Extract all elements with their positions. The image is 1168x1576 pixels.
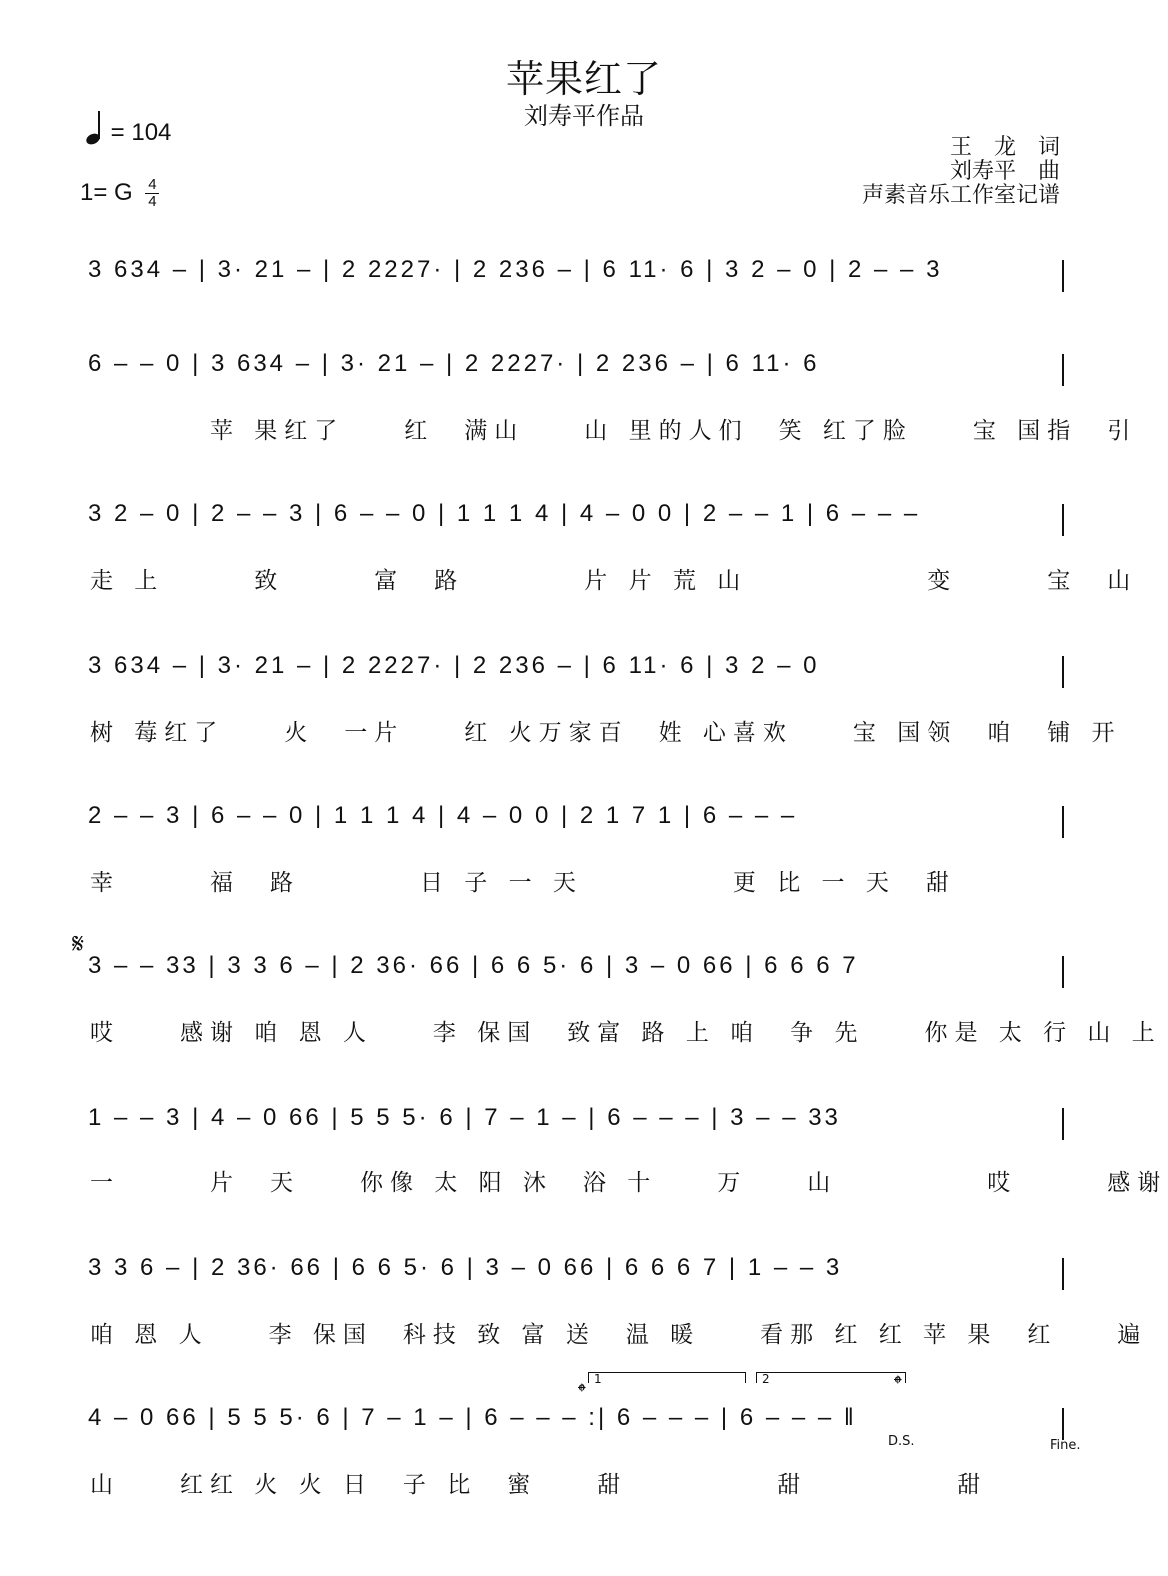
barline [1062, 260, 1064, 292]
ending-bracket-1 [588, 1372, 746, 1383]
barline [1062, 354, 1064, 386]
notation-row [88, 256, 1064, 302]
time-bottom: 4 [148, 193, 157, 210]
ds-marking: D.S. [888, 1434, 915, 1449]
notation-row [88, 1404, 1064, 1450]
quarter-note-icon [86, 110, 104, 144]
barline [1062, 1408, 1064, 1440]
notation-text: 3 634 – | 3· 21 – | 2 2227· | 2 236 – | 6 11· 6 | 3 2 – 0 [88, 652, 820, 679]
notation-row [88, 500, 1064, 546]
coda-icon-2: 𝄌 [894, 1372, 902, 1397]
lyric-row: 走 上 致 富 路 片 片 荒 山 变 宝 山 [90, 568, 1138, 594]
tempo-marking [86, 110, 171, 147]
song-title: 苹果红了 [505, 57, 662, 101]
lyric-row: 幸 福 路 日 子 一 天 更 比 一 天 甜 [90, 870, 956, 896]
notation-text: 3 3 6 – | 2 36· 66 | 6 6 5· 6 | 3 – 0 66 | 6 6 6 7 | 1 – – 3 [88, 1254, 843, 1281]
key-signature [80, 178, 159, 209]
barline [1062, 956, 1064, 988]
notation-text: 3 634 – | 3· 21 – | 2 2227· | 2 236 – | 6 11· 6 | 3 2 – 0 | 2 – – 3 [88, 256, 943, 283]
notation-text: 4 – 0 66 | 5 5 5· 6 | 7 – 1 – | 6 – – – :| 6 – – – | 6 – – – ‖ [88, 1404, 857, 1431]
time-signature [145, 178, 159, 209]
notation-text: 3 2 – 0 | 2 – – 3 | 6 – – 0 | 1 1 1 4 | 4 – 0 0 | 2 – – 1 | 6 – – – [88, 500, 921, 527]
ending-number-1: 1 [594, 1372, 602, 1386]
notation-text: 2 – – 3 | 6 – – 0 | 1 1 1 4 | 4 – 0 0 | 2 1 7 1 | 6 – – – [88, 802, 798, 829]
notation-text: 6 – – 0 | 3 634 – | 3· 21 – | 2 2227· | 2 236 – | 6 11· 6 [88, 350, 820, 377]
barline [1062, 656, 1064, 688]
ending-bracket-2 [756, 1372, 906, 1383]
credit-composer: 刘寿平 曲 [949, 159, 1060, 184]
lyric-row: 山 红红 火 火 日 子 比 蜜 甜 甜 甜 [90, 1472, 988, 1498]
notation-row [88, 1254, 1064, 1300]
barline [1062, 504, 1064, 536]
notation-row [88, 952, 1064, 998]
notation-row [88, 652, 1064, 698]
notation-text: 3 – – 33 | 3 3 6 – | 2 36· 66 | 6 6 5· 6 | 3 – 0 66 | 6 6 6 7 [88, 952, 859, 979]
segno-icon: 𝄋 [72, 927, 85, 960]
lyric-row: 咱 恩 人 李 保国 科技 致 富 送 温 暖 看那 红 红 苹 果 红 遍 [90, 1322, 1148, 1348]
tempo-value: = 104 [110, 119, 172, 146]
song-subtitle: 刘寿平作品 [524, 102, 644, 130]
key-label: 1= G [80, 178, 133, 206]
barline [1062, 1258, 1064, 1290]
coda-icon: 𝄌 [578, 1380, 586, 1405]
notation-row [88, 1104, 1064, 1150]
barline [1062, 806, 1064, 838]
ending-number-2: 2 [762, 1372, 770, 1386]
lyric-row: 苹 果红了 红 满山 山 里的人们 笑 红了脸 宝 国指 引 [90, 418, 1138, 444]
notation-row [88, 350, 1064, 396]
credit-transcriber: 声素音乐工作室记谱 [861, 183, 1060, 208]
notation-row [88, 802, 1064, 848]
lyric-row: 树 莓红了 火 一片 红 火万家百 姓 心喜欢 宝 国领 咱 铺 开 [90, 720, 1122, 746]
notation-text: 1 – – 3 | 4 – 0 66 | 5 5 5· 6 | 7 – 1 – | 6 – – – | 3 – – 33 [88, 1104, 841, 1131]
credit-lyricist: 王 龙 词 [949, 135, 1060, 160]
lyric-row: 一 片 天 你像 太 阳 沐 浴 十 万 山 哎 感谢 [90, 1170, 1168, 1196]
barline [1062, 1108, 1064, 1140]
fine-marking: Fine. [1050, 1438, 1081, 1453]
credits [862, 136, 1060, 208]
lyric-row: 哎 感谢 咱 恩 人 李 保国 致富 路 上 咱 争 先 你是 太 行 山 上 [90, 1020, 1162, 1046]
time-top: 4 [148, 176, 157, 193]
